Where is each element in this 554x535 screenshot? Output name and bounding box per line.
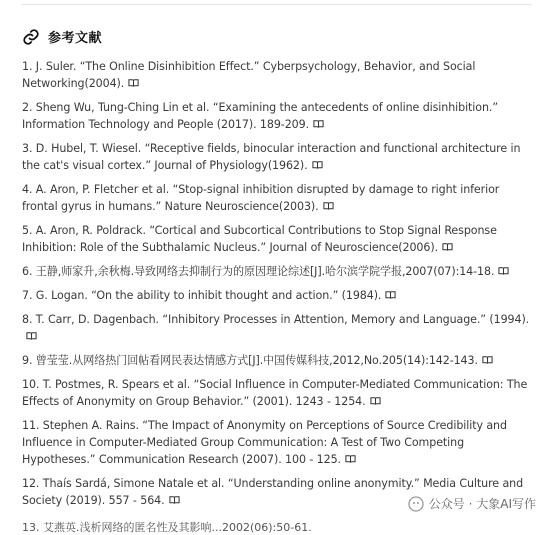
book-icon[interactable] xyxy=(370,396,381,406)
reference-text: 7. G. Logan. “On the ability to inhibit thought and action.” (1984). xyxy=(22,289,382,302)
reference-item xyxy=(22,287,534,304)
book-icon[interactable] xyxy=(169,495,180,505)
wechat-logo-icon xyxy=(408,496,424,512)
reference-text: 4. A. Aron, P. Fletcher et al. “Stop-signal inhibition disrupted by damage to right inferior frontal gyrus in humans.” Nature Neuroscience(2003). xyxy=(22,183,500,213)
reference-item xyxy=(22,140,534,174)
book-icon[interactable] xyxy=(385,290,396,300)
reference-text: 9. 曾莹莹.从网络热门回帖看网民表达情感方式[J].中国传媒科技,2012,No.205(14):142-143. xyxy=(22,354,478,367)
reference-item xyxy=(22,352,534,369)
reference-text: 10. T. Postmes, R. Spears et al. “Social Influence in Computer-Mediated Communication: The Effects of Anonymity on Group Behavior.” (2001). 1243 - 1254. xyxy=(22,378,528,408)
link-icon xyxy=(22,28,40,46)
book-icon[interactable] xyxy=(345,454,356,464)
book-icon[interactable] xyxy=(498,266,509,276)
book-icon[interactable] xyxy=(313,119,324,129)
reference-text: 1. J. Suler. “The Online Disinhibition Effect.” Cyberpsychology, Behavior, and Social Networking(2004). xyxy=(22,60,476,90)
section-title: 参考文献 xyxy=(48,31,103,46)
book-icon[interactable] xyxy=(312,160,323,170)
reference-text: 5. A. Aron, R. Poldrack. “Cortical and Subcortical Contributions to Stop Signal Response Inhibition: Role of the Subthalamic Nucleus.” Journal of Neuroscience(2006). xyxy=(22,224,497,254)
reference-item xyxy=(22,417,534,468)
reference-item xyxy=(22,311,534,345)
reference-text: 12. Thaís Sardá, Simone Natale et al. “Understanding online anonymity.” Media Culture and Society (2019). 557 - 564. xyxy=(22,477,524,507)
reference-item-partial: 13. 艾燕英.浅析网络的匿名性及其影响...2002(06):50-61. xyxy=(22,521,312,534)
reference-text: 8. T. Carr, D. Dagenbach. “Inhibitory Processes in Attention, Memory and Language.” (1994). xyxy=(22,313,530,326)
book-icon[interactable] xyxy=(26,331,37,341)
reference-text: 6. 王静,师家升,余秋梅.导致网络去抑制行为的原因理论综述[J].哈尔滨学院学报,2007(07):14-18. xyxy=(22,265,495,278)
reference-text: 3. D. Hubel, T. Wiesel. “Receptive fields, binocular interaction and functional architecture in the cat's visual cortex.” Journal of Physiology(1962). xyxy=(22,142,521,172)
book-icon[interactable] xyxy=(482,355,493,365)
book-icon[interactable] xyxy=(442,242,453,252)
book-icon[interactable] xyxy=(323,201,334,211)
reference-item xyxy=(22,376,534,410)
reference-item xyxy=(22,263,534,280)
reference-item xyxy=(22,58,534,92)
book-icon[interactable] xyxy=(128,78,139,88)
reference-text: 11. Stephen A. Rains. “The Impact of Anonymity on Perceptions of Source Credibility and Influence in Computer-Mediated Group Communication: A Test of Two Competing Hypotheses.” Communication Research (2007). 100 - 125. xyxy=(22,419,507,466)
section-header xyxy=(22,27,102,46)
reference-text: 2. Sheng Wu, Tung-Ching Lin et al. “Examining the antecedents of online disinhibition.” Information Technology and People (2017). 189-209. xyxy=(22,101,498,131)
watermark xyxy=(408,495,536,512)
reference-item xyxy=(22,99,534,133)
reference-item xyxy=(22,222,534,256)
reference-item xyxy=(22,181,534,215)
watermark-text: 公众号 · 大象AI写作 xyxy=(428,497,536,511)
reference-list xyxy=(22,58,534,516)
top-divider xyxy=(22,4,532,5)
